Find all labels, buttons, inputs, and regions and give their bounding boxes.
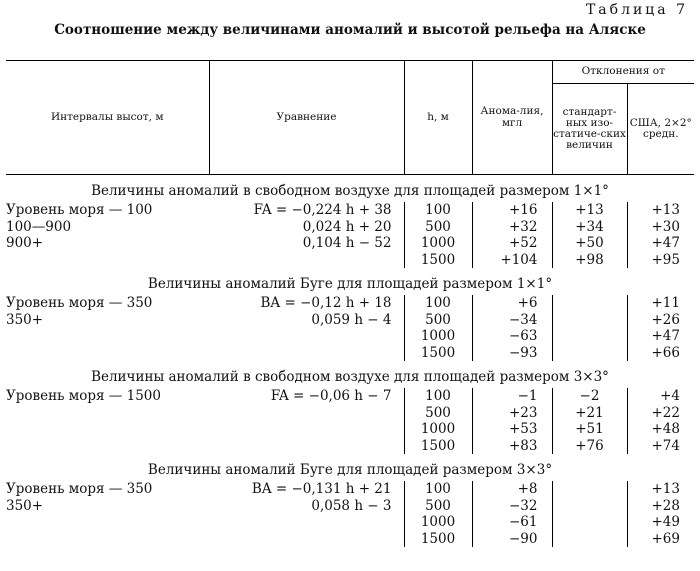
section-caption: Величины аномалий в свободном воздухе для площадей размером 1×1° (91, 183, 609, 199)
table-row (6, 202, 694, 219)
interval-cell: 350+ (6, 311, 44, 328)
table-row (6, 481, 694, 498)
header-equation: Уравнение (209, 61, 404, 175)
usa-deviation-cell: +47 (627, 235, 694, 252)
table-row (6, 438, 694, 455)
equation-cell: FA = −0,224 h + 38 (253, 202, 392, 218)
interval-cell (6, 531, 209, 548)
interval-cell (6, 421, 209, 438)
usa-deviation-cell: +28 (627, 498, 694, 515)
h-cell: 1000 (404, 328, 472, 345)
interval-cell (6, 438, 209, 455)
std-deviation-cell: −2 (552, 388, 627, 405)
interval-cell (6, 514, 209, 531)
equation-cell (209, 438, 404, 455)
equation-cell (209, 514, 404, 531)
usa-deviation-cell: +26 (627, 312, 694, 329)
h-cell: 500 (404, 405, 472, 422)
table-row (6, 498, 694, 515)
table-row (6, 252, 694, 269)
h-cell: 1500 (404, 531, 472, 548)
interval-cell: Уровень моря — 350 (6, 295, 153, 311)
equation-cell (209, 252, 404, 269)
section-caption: Величины аномалий Буге для площадей размером 1×1° (147, 276, 553, 292)
equation-cell (209, 531, 404, 548)
usa-deviation-cell: +22 (627, 405, 694, 422)
std-deviation-cell: +13 (552, 202, 627, 219)
std-deviation-cell (552, 514, 627, 531)
usa-deviation-cell: +13 (627, 202, 694, 219)
h-cell: 1000 (404, 514, 472, 531)
header-anomaly: Анома-лия, мгл (472, 61, 552, 175)
std-deviation-cell (552, 295, 627, 312)
anomaly-cell: −1 (472, 388, 552, 405)
h-cell: 500 (404, 312, 472, 329)
interval-cell: 900+ (6, 235, 44, 251)
anomaly-cell: +6 (472, 295, 552, 312)
anomaly-cell: +104 (472, 252, 552, 269)
anomaly-cell: +32 (472, 219, 552, 236)
usa-deviation-cell: +49 (627, 514, 694, 531)
h-cell: 100 (404, 295, 472, 312)
table-title: Соотношение между величинами аномалий и высотой рельефа на Аляске (54, 22, 646, 38)
std-deviation-cell (552, 498, 627, 515)
equation-cell: FA = −0,06 h − 7 (270, 388, 392, 404)
interval-cell: 100—900 (6, 218, 72, 235)
usa-deviation-cell: +11 (627, 295, 694, 312)
header-deviations: Отклонения от (552, 61, 694, 84)
anomaly-cell: −90 (472, 531, 552, 548)
std-deviation-cell (552, 328, 627, 345)
table-row (6, 235, 694, 252)
usa-deviation-cell: +4 (627, 388, 694, 405)
usa-deviation-cell: +13 (627, 481, 694, 498)
interval-cell (6, 345, 209, 362)
h-cell: 1500 (404, 438, 472, 455)
std-deviation-cell: +76 (552, 438, 627, 455)
usa-deviation-cell: +69 (627, 531, 694, 548)
interval-cell (6, 328, 209, 345)
h-cell: 1000 (404, 235, 472, 252)
h-cell: 100 (404, 481, 472, 498)
equation-cell: 0,024 h + 20 (302, 218, 392, 235)
table-row (6, 345, 694, 362)
table-number: Таблица 7 (585, 2, 688, 18)
equation-cell (209, 405, 404, 422)
table-row (6, 531, 694, 548)
anomaly-cell: +52 (472, 235, 552, 252)
interval-cell: Уровень моря — 1500 (6, 388, 161, 404)
anomaly-cell: +83 (472, 438, 552, 455)
h-cell: 500 (404, 219, 472, 236)
std-deviation-cell (552, 531, 627, 548)
interval-cell: 350+ (6, 497, 44, 514)
table-row (6, 405, 694, 422)
anomaly-cell: +16 (472, 202, 552, 219)
std-deviation-cell (552, 312, 627, 329)
equation-cell: 0,059 h − 4 (311, 311, 392, 328)
equation-cell: 0,058 h − 3 (311, 497, 392, 514)
table-row (6, 388, 694, 405)
interval-cell (6, 405, 209, 422)
std-deviation-cell: +98 (552, 252, 627, 269)
table-row (6, 312, 694, 329)
std-deviation-cell: +50 (552, 235, 627, 252)
h-cell: 1500 (404, 252, 472, 269)
anomaly-cell: −63 (472, 328, 552, 345)
header-usa: США, 2×2° средн. (627, 84, 694, 175)
equation-cell: BA = −0,12 h + 18 (260, 295, 392, 311)
anomaly-cell: +53 (472, 421, 552, 438)
table-row (6, 328, 694, 345)
std-deviation-cell: +51 (552, 421, 627, 438)
usa-deviation-cell: +95 (627, 252, 694, 269)
usa-deviation-cell: +47 (627, 328, 694, 345)
h-cell: 1500 (404, 345, 472, 362)
table-row (6, 421, 694, 438)
anomaly-cell: +8 (472, 481, 552, 498)
usa-deviation-cell: +66 (627, 345, 694, 362)
section-caption: Величины аномалий Буге для площадей размером 3×3° (147, 462, 553, 478)
interval-cell: Уровень моря — 100 (6, 202, 153, 218)
anomaly-cell: −93 (472, 345, 552, 362)
anomaly-cell: +23 (472, 405, 552, 422)
usa-deviation-cell: +30 (627, 219, 694, 236)
anomaly-cell: −34 (472, 312, 552, 329)
equation-cell (209, 421, 404, 438)
usa-deviation-cell: +74 (627, 438, 694, 455)
interval-cell (6, 252, 209, 269)
std-deviation-cell: +34 (552, 219, 627, 236)
table-row (6, 219, 694, 236)
equation-cell (209, 345, 404, 362)
h-cell: 1000 (404, 421, 472, 438)
header-h: h, м (404, 61, 472, 175)
header-std: стандарт-ных изо-статиче-ских величин (552, 84, 627, 175)
std-deviation-cell (552, 481, 627, 498)
equation-cell: 0,104 h − 52 (302, 235, 392, 251)
equation-cell (209, 328, 404, 345)
anomaly-table (6, 60, 694, 547)
section-caption: Величины аномалий в свободном воздухе для площадей размером 3×3° (91, 369, 609, 385)
table-row (6, 295, 694, 312)
interval-cell: Уровень моря — 350 (6, 481, 153, 497)
h-cell: 100 (404, 388, 472, 405)
usa-deviation-cell: +48 (627, 421, 694, 438)
std-deviation-cell: +21 (552, 405, 627, 422)
table-row (6, 514, 694, 531)
anomaly-cell: −32 (472, 498, 552, 515)
anomaly-cell: −61 (472, 514, 552, 531)
header-intervals: Интервалы высот, м (6, 61, 209, 175)
table-body (6, 175, 694, 548)
std-deviation-cell (552, 345, 627, 362)
equation-cell: BA = −0,131 h + 21 (251, 481, 392, 497)
h-cell: 100 (404, 202, 472, 219)
h-cell: 500 (404, 498, 472, 515)
